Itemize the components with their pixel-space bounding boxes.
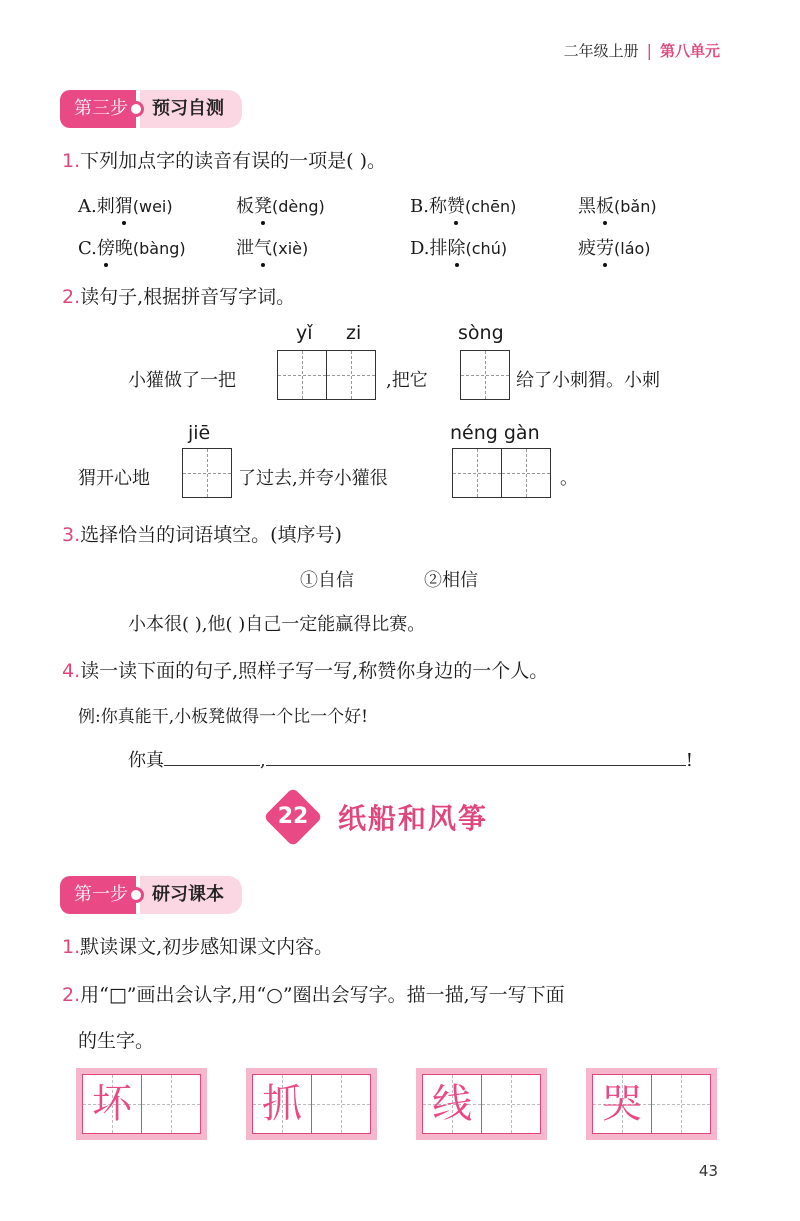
trace-cell[interactable] [253,1075,311,1133]
pinyin-yizi-1: yǐ [296,322,313,344]
writing-cell[interactable] [461,351,509,399]
dotted-char: 傍 [97,234,115,260]
question-3 [62,520,342,547]
step1-title: 研习课本 [140,876,242,914]
pinyin: (xiè) [272,239,309,258]
pinyin: (chēn) [464,197,517,216]
trace-cell[interactable] [83,1075,141,1133]
char-practice-1 [76,1068,207,1140]
question-number: 3. [62,524,81,546]
pinyin-nenggan: néng gàn [450,422,540,444]
answer-blank-1[interactable] [164,747,260,766]
lesson-name: 纸船和风筝 [338,802,489,835]
trace-char: 线 [432,1081,472,1127]
q1-option-c-word2 [236,234,308,260]
lesson-number-badge [263,787,322,846]
sentence-part: 小獾做了一把 [128,370,236,391]
dotted-char: 凳 [254,192,272,218]
writing-grid-jie[interactable] [182,448,232,498]
q1-option-a [78,192,173,218]
step3-badge [60,90,242,128]
option-letter: D. [410,238,430,259]
choice-zixin: ①自信 [300,570,354,591]
writing-grid-yizi[interactable] [277,350,376,400]
q1-option-b-word2 [578,192,657,218]
badge-dot-icon [128,101,144,117]
writing-cell[interactable] [326,351,375,399]
grade-label: 二年级上册 [563,42,639,60]
q1-option-d-word2 [578,234,651,260]
write-cell[interactable] [311,1075,370,1133]
word-char: 板 [236,196,254,217]
question-text: 读一读下面的句子,照样子写一写,称赞你身边的一个人。 [80,660,549,682]
step1-question-1 [62,932,333,959]
sentence-part: 了过去,并夸小獾很 [238,468,388,489]
word-char: 疲 [578,238,596,259]
writing-cell[interactable] [501,449,550,497]
step1-label: 第一步 [60,876,136,914]
sentence-part: 猬开心地 [78,468,150,489]
pinyin-jie: jiē [188,422,211,444]
option-letter: C. [78,238,97,259]
writing-cell[interactable] [278,351,326,399]
question-text: 选择恰当的词语填空。(填序号) [80,524,342,546]
word-char: 刺 [96,196,115,217]
dotted-char: 赞 [447,192,465,218]
trace-char: 哭 [602,1081,642,1127]
question-number: 4. [62,660,81,682]
page-number: 43 [698,1162,718,1180]
question-text: 用“□”画出会认字,用“○”圈出会写字。描一描,写一写下面 [80,984,565,1006]
char-practice-4 [586,1068,717,1140]
dotted-char: 板 [596,192,614,218]
question-text: 默读课文,初步感知课文内容。 [80,936,334,958]
writing-cell[interactable] [453,449,501,497]
answer-lead: 你真 [128,750,164,771]
word-char: 晚 [114,238,133,259]
char-practice-2 [246,1068,377,1140]
word-char: 泄 [236,238,254,259]
dotted-char: 气 [254,234,272,260]
question-text: 下列加点字的读音有误的一项是( )。 [80,150,387,172]
q1-option-d [410,234,507,260]
question-text: 读句子,根据拼音写字词。 [80,286,296,308]
pinyin: (láo) [614,239,651,258]
unit-label: 第八单元 [659,42,720,60]
step1-question-2 [62,980,565,1007]
pinyin: (dèng) [272,197,325,216]
q4-answer-line [128,746,693,772]
sentence-part: ,把它 [386,370,428,391]
sentence-part: 给了小刺猬。小刺 [516,370,660,391]
pinyin-song: sòng [458,322,504,344]
writing-grid-song[interactable] [460,350,510,400]
dotted-char: 猬 [115,192,133,218]
pinyin: (wei) [132,197,173,216]
lesson-title [272,796,488,838]
pinyin-yizi-2: zi [346,322,362,344]
answer-comma: , [260,750,266,771]
step1-question-2-cont [78,1026,154,1053]
char-practice-3 [416,1068,547,1140]
question-number: 2. [62,984,81,1006]
question-number: 2. [62,286,81,308]
trace-char: 抓 [262,1081,302,1127]
writing-cell[interactable] [183,449,231,497]
question-number: 1. [62,936,81,958]
dotted-char: 除 [448,234,466,260]
step3-label: 第三步 [60,90,136,128]
badge-dot-icon [128,887,144,903]
word-char: 称 [428,196,447,217]
pinyin: (bàng) [132,239,186,258]
answer-end: ! [685,750,693,771]
pinyin: (chú) [465,239,508,258]
trace-char: 坏 [92,1081,132,1127]
header-separator: | [646,41,652,60]
word-char: 黑 [578,196,596,217]
question-2 [62,282,295,309]
choice-xiangxin: ②相信 [424,570,478,591]
trace-cell[interactable] [423,1075,481,1133]
question-text: 的生字。 [78,1030,155,1052]
write-cell[interactable] [651,1075,710,1133]
fill-sentence: 小本很( ),他( )自己一定能赢得比赛。 [128,614,426,635]
write-cell[interactable] [481,1075,540,1133]
trace-cell[interactable] [593,1075,651,1133]
example-sentence: 例:你真能干,小板凳做得一个比一个好! [78,707,368,727]
pinyin: (bǎn) [614,197,657,216]
word-char: 排 [429,238,448,259]
q1-option-b [410,192,516,218]
dotted-char: 劳 [596,234,614,260]
q1-option-c [78,234,186,260]
option-letter: A. [78,196,97,217]
question-4 [62,656,548,683]
option-letter: B. [410,196,429,217]
step3-title: 预习自测 [140,90,242,128]
question-number: 1. [62,150,81,172]
sentence-end: 。 [560,468,578,489]
lesson-number: 22 [277,804,309,829]
question-1 [62,146,386,173]
write-cell[interactable] [141,1075,200,1133]
answer-blank-2[interactable] [266,747,686,766]
step1-badge [60,876,242,914]
page-header [564,40,720,61]
q1-option-a-word2 [236,192,325,218]
writing-grid-nenggan[interactable] [452,448,551,498]
